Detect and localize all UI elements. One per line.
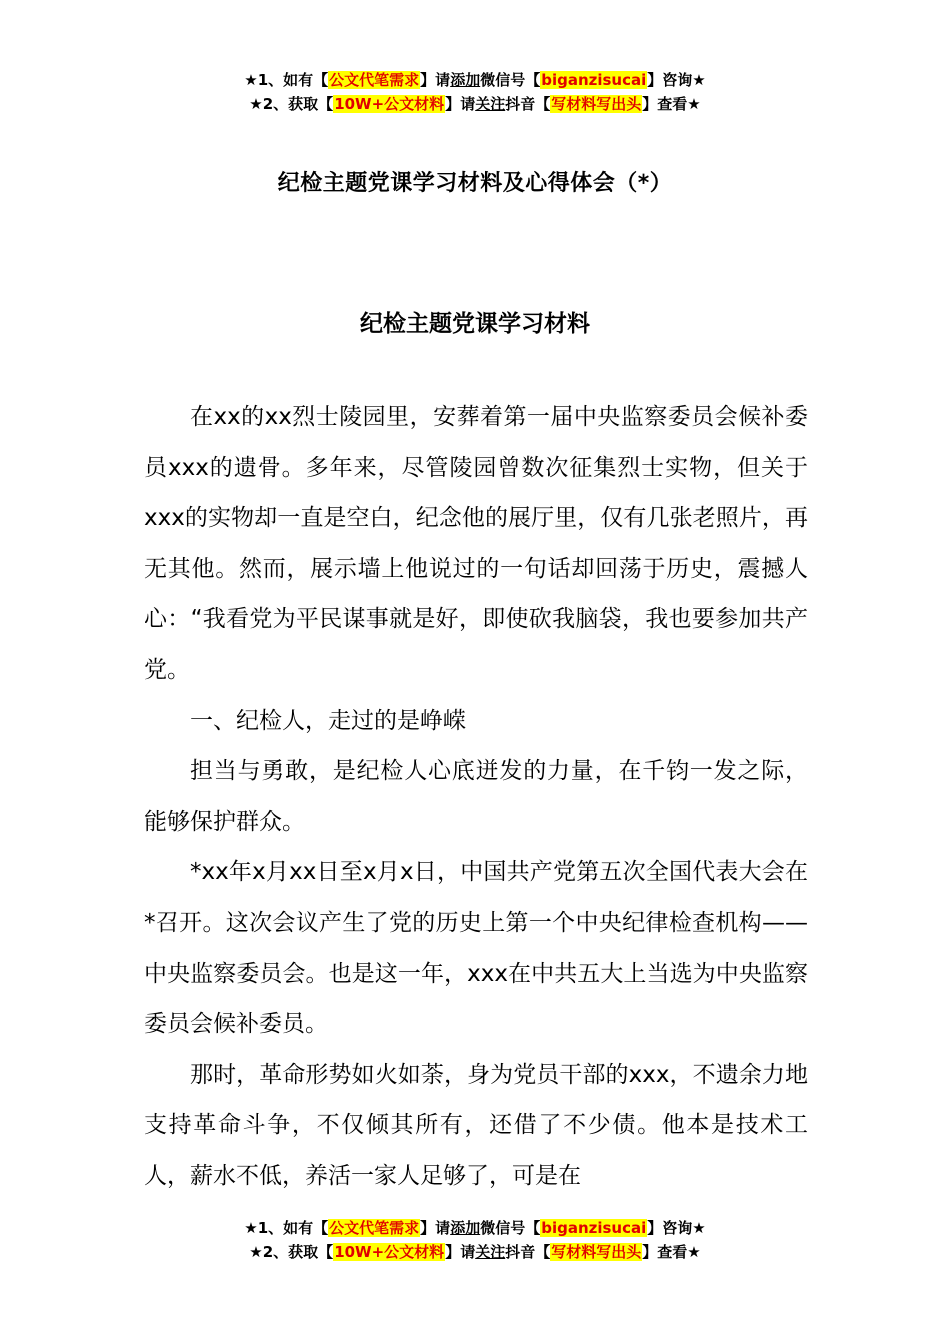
paragraph: *xx年x月xx日至x月x日，中国共产党第五次全国代表大会在*召开。这次会议产生了党的历史上第一个中央纪律检查机构——中央监察委员会。也是这一年，xxx在中共五大上当选为中央监察委员会候补委员。 [144,859,808,1038]
banner-text: 抖音【 [505,95,551,113]
banner-text: ★1、如有【 [244,1219,329,1237]
banner-line-2 [0,1240,950,1264]
banner-text: 微信号【 [480,1219,541,1237]
paragraph: 在xx的xx烈士陵园里，安葬着第一届中央监察委员会候补委员xxx的遗骨。多年来，尽管陵园曾数次征集烈士实物，但关于xxx的实物却一直是空白，纪念他的展厅里，仅有几张老照片，再无其他。然而，展示墙上他说过的一句话却回荡于历史，震撼人心：“我看党为平民谋事就是好，即使砍我脑袋，我也要参加共产党。 [144,404,808,683]
banner-highlight: biganzisucai [541,1219,647,1237]
banner-emphasis: 关注 [475,95,506,113]
banner-text: 】查看★ [642,95,701,113]
document-title: 纪检主题党课学习材料及心得体会（*） [277,171,673,196]
header-banner [0,68,950,116]
banner-text: 微信号【 [480,71,541,89]
paragraph-heading: 一、纪检人，走过的是峥嵘 [190,707,466,734]
banner-highlight: 10W+公文材料 [334,95,445,113]
banner-text: 】查看★ [642,1243,701,1261]
banner-text: 】咨询★ [647,71,706,89]
banner-line-2 [0,92,950,116]
banner-text: 】请 [420,1219,451,1237]
banner-text: 】咨询★ [647,1219,706,1237]
banner-line-1 [0,68,950,92]
document-body [144,392,808,1202]
banner-text: 抖音【 [505,1243,551,1261]
banner-highlight: biganzisucai [541,71,647,89]
paragraph: 那时，革命形势如火如荼，身为党员干部的xxx，不遗余力地支持革命斗争，不仅倾其所有，还借了不少债。他本是技术工人，薪水不低，养活一家人足够了，可是在 [144,1061,808,1189]
banner-text: ★2、获取【 [249,95,334,113]
banner-text: 】请 [420,71,451,89]
banner-highlight: 10W+公文材料 [334,1243,445,1261]
footer-banner [0,1216,950,1264]
banner-emphasis: 添加 [450,1219,481,1237]
banner-highlight: 写材料写出头 [551,95,642,113]
banner-highlight: 公文代笔需求 [329,71,420,89]
banner-highlight: 公文代笔需求 [329,1219,420,1237]
banner-highlight: 写材料写出头 [551,1243,642,1261]
section-title: 纪检主题党课学习材料 [360,311,590,337]
banner-text: ★1、如有【 [244,71,329,89]
banner-text: 】请 [445,95,476,113]
banner-emphasis: 添加 [450,71,481,89]
banner-emphasis: 关注 [475,1243,506,1261]
paragraph: 担当与勇敢，是纪检人心底迸发的力量，在千钧一发之际，能够保护群众。 [144,758,808,835]
banner-text: ★2、获取【 [249,1243,334,1261]
banner-line-1 [0,1216,950,1240]
banner-text: 】请 [445,1243,476,1261]
